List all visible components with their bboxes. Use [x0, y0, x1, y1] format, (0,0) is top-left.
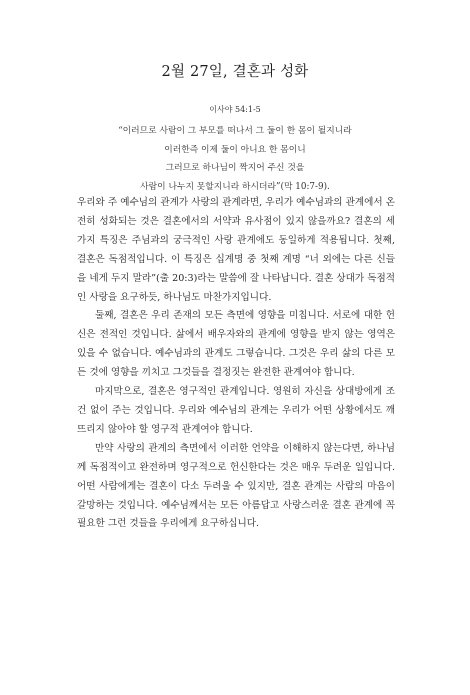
paragraph: 마지막으로, 결혼은 영구적인 관계입니다. 영원히 자신을 상대방에게 조건 없이 주는 것입니다. 우리와 예수님의 관계는 우리가 어떤 상황에서도 깨뜨리지 않아야 할 영구적 관계여야 합니다. [77, 386, 395, 435]
body-text [77, 194, 395, 534]
scripture-line: 사람이 나누지 못할지니라 하시더라”(막 10:7-9). [140, 181, 330, 192]
scripture-line: 이러한즉 이제 둘이 아니요 한 몸이니 [164, 144, 306, 155]
scripture-reference: 이사야 54:1-5 [209, 105, 261, 114]
scripture-quote [0, 122, 470, 196]
paragraph: 만약 사랑의 관계의 측면에서 이러한 언약을 이해하지 않는다면, 하나님께 독점적이고 완전하며 영구적으로 헌신한다는 것은 매우 두려운 일입니다. 어떤 사람에게는 결혼이 다소 두려울 수 있지만, 결혼 관계는 사람의 마음이 갈망하는 것입니다. 예수님께서는 모든 아름답고 사랑스러운 결혼 관계에 꼭 필요한 그런 것들을 우리에게 요구하십니다. [77, 442, 395, 530]
scripture-line: “이러므로 사람이 그 부모를 떠나서 그 둘이 한 몸이 될지니라 [118, 126, 352, 136]
page-title: 2월 27일, 결혼과 성화 [161, 64, 309, 80]
paragraph: 우리와 주 예수님의 관계가 사랑의 관계라면, 우리가 예수님과의 관계에서 온전히 성화되는 것은 결혼에서의 서약과 유사점이 있지 않을까요? 결혼의 세 가지 특징은 주님과의 궁극적인 사랑 관계에도 동일하게 적용됩니다. 첫째, 결혼은 독점적입니다. 이 특징은 십계명 중 첫째 계명 “너 외에는 다른 신들을 네게 두지 말라”(출 20:3)라는 말씀에 잘 나타납니다. 결혼 상대가 독점적인 사랑을 요구하듯, 하나님도 마찬가지입니다. [77, 197, 395, 303]
paragraph: 둘째, 결혼은 우리 존재의 모든 측면에 영향을 미칩니다. 서로에 대한 헌신은 전적인 것입니다. 삶에서 배우자와의 관계에 영향을 받지 않는 영역은 있을 수 없습니다. 예수님과의 관계도 그렇습니다. 그것은 우리 삶의 다른 모든 것에 영향을 끼치고 그것들을 결정짓는 완전한 관계여야 합니다. [77, 310, 395, 379]
scripture-line: 그러므로 하나님이 짝지어 주신 것을 [165, 163, 305, 174]
